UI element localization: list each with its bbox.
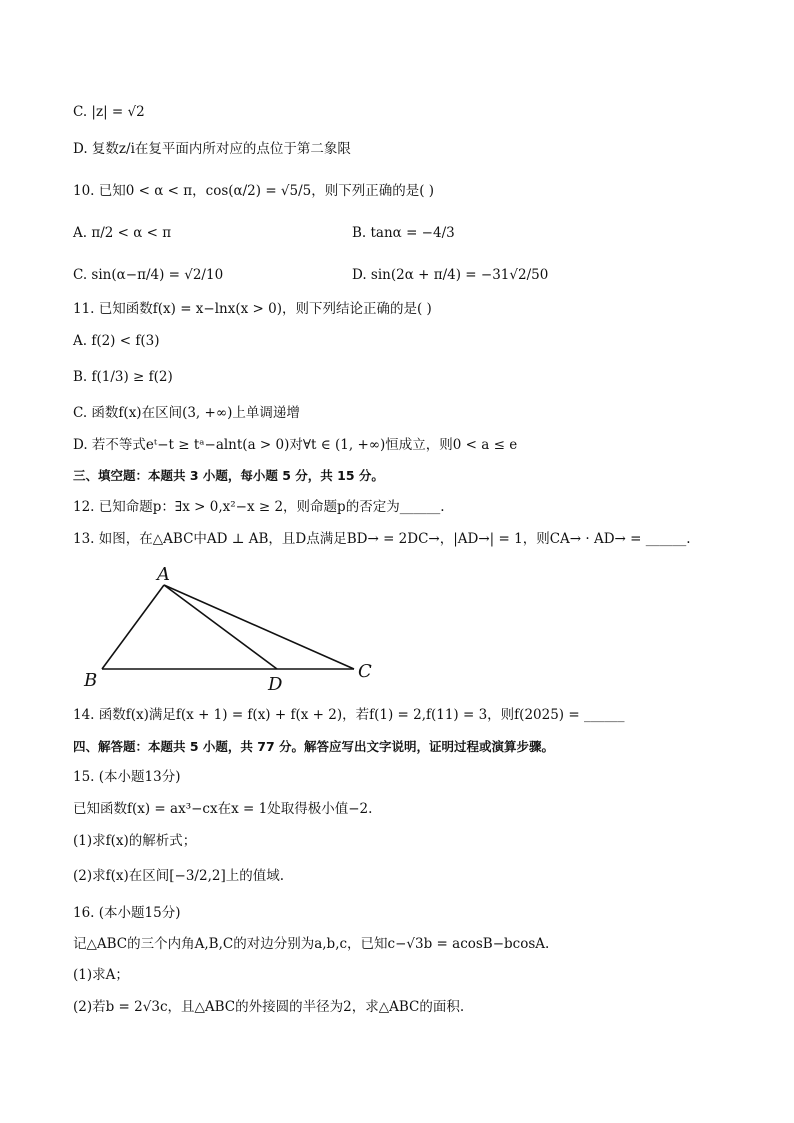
q16-title: 16. (本小题15分) [73, 905, 181, 921]
q10-option-c: C. sin(α−π/4) = √2/10 [73, 267, 224, 283]
vertex-label-b: B [84, 670, 98, 691]
vertex-label-c: C [358, 661, 372, 682]
q15-title: 15. (本小题13分) [73, 769, 181, 785]
triangle-figure [72, 560, 382, 695]
q11-option-b: B. f(1/3) ≥ f(2) [73, 369, 173, 385]
point-label-d: D [268, 674, 283, 695]
q10-option-a: A. π/2 < α < π [73, 225, 172, 241]
q14-stem: 14. 函数f(x)满足f(x + 1) = f(x) + f(x + 2)，若f(1) = 2,f(11) = 3，则f(2025) = ______ [73, 707, 625, 723]
section-fill-blank-heading: 三、填空题：本题共 3 小题，每小题 5 分，共 15 分。 [73, 468, 384, 483]
q11-option-c: C. 函数f(x)在区间(3, +∞)上单调递增 [73, 405, 300, 421]
q15-part-2: (2)求f(x)在区间[−3/2,2]上的值域. [73, 868, 285, 884]
q10-option-d: D. sin(2α + π/4) = −31√2/50 [352, 267, 549, 283]
q16-part-1: (1)求A； [73, 967, 129, 983]
q13-stem: 13. 如图，在△ABC中AD ⊥ AB，且D点满足BD→ = 2DC→，|AD→| = 1，则CA→ · AD→ = ______. [73, 531, 691, 547]
q9-option-c: C. |z| = √2 [73, 104, 145, 120]
vertex-label-a: A [157, 564, 170, 585]
q16-part-2: (2)若b = 2√3c，且△ABC的外接圆的半径为2，求△ABC的面积. [73, 999, 465, 1015]
q12-stem: 12. 已知命题p：∃x > 0,x²−x ≥ 2，则命题p的否定为______. [73, 499, 445, 515]
q15-part-1: (1)求f(x)的解析式； [73, 833, 197, 849]
q11-option-d: D. 若不等式eᵗ−t ≥ tᵃ−alnt(a > 0)对∀t ∈ (1, +∞)恒成立，则0 < a ≤ e [73, 437, 518, 453]
segment-ab [102, 585, 164, 669]
section-solution-heading: 四、解答题：本题共 5 小题，共 77 分。解答应写出文字说明，证明过程或演算步骤。 [73, 739, 555, 754]
q11-option-a: A. f(2) < f(3) [73, 333, 160, 349]
q16-stem: 记△ABC的三个内角A,B,C的对边分别为a,b,c，已知c−√3b = acosB−bcosA. [73, 936, 550, 952]
q11-stem: 11. 已知函数f(x) = x−lnx(x > 0)，则下列结论正确的是( ) [73, 301, 432, 317]
q10-option-b: B. tanα = −4/3 [352, 225, 455, 241]
q9-option-d: D. 复数z/i在复平面内所对应的点位于第二象限 [73, 141, 351, 157]
q15-stem: 已知函数f(x) = ax³−cx在x = 1处取得极小值−2. [73, 801, 373, 817]
q10-stem: 10. 已知0 < α < π，cos(α/2) = √5/5，则下列正确的是( ) [73, 183, 435, 199]
